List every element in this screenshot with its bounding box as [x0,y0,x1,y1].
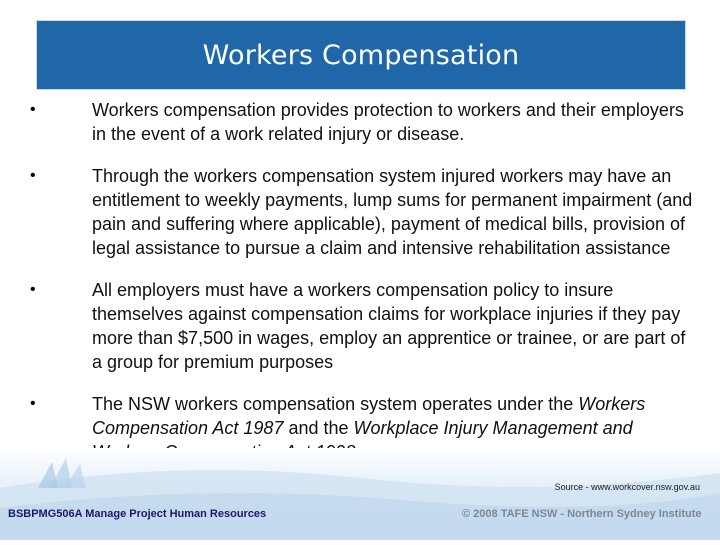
source-note: Source - www.workcover.nsw.gov.au [554,482,700,492]
bullet-mark: • [30,281,36,298]
bullet-text: Workers compensation provides protection to workers and their employers in the event of a work related injury or disease. [92,100,684,144]
bullet-text: All employers must have a workers compensation policy to insure themselves against compensation claims for workplace injuries if they pay more than $7,500 in wages, employ an apprentice or trainee, or are part of a group for premium purposes [92,280,686,372]
footer-background [0,448,720,540]
bullet-item [30,278,695,374]
title-bar [36,20,686,90]
bullet-text: Through the workers compensation system injured workers may have an entitlement to weekly payments, lump sums for permanent impairment (and pain and suffering where applicable), payment of medical bills, provision of legal assistance to pursue a claim and intensive rehabilitation assistance [92,166,693,258]
bullet-mark: • [30,395,36,412]
bullet-text-middle: and the [283,418,354,438]
bullet-item [30,164,695,260]
course-label: BSBPMG506A Manage Project Human Resources [8,508,267,520]
act-title-1998: Workplace Injury Management and [353,418,633,438]
bullet-text-prefix: The NSW workers compensation system operates under the [92,394,579,414]
copyright-label: © 2008 TAFE NSW - Northern Sydney Institute [462,508,702,520]
bullet-mark: • [30,167,36,184]
bullet-list [30,98,695,482]
opera-house-icon [34,452,94,492]
act-title-1987: Workers Compensation Act 1987 [92,394,646,438]
bullet-item [30,98,695,146]
bullet-mark: • [30,101,36,118]
footer-wave-decoration [0,448,720,540]
slide-title: Workers Compensation [202,39,520,71]
